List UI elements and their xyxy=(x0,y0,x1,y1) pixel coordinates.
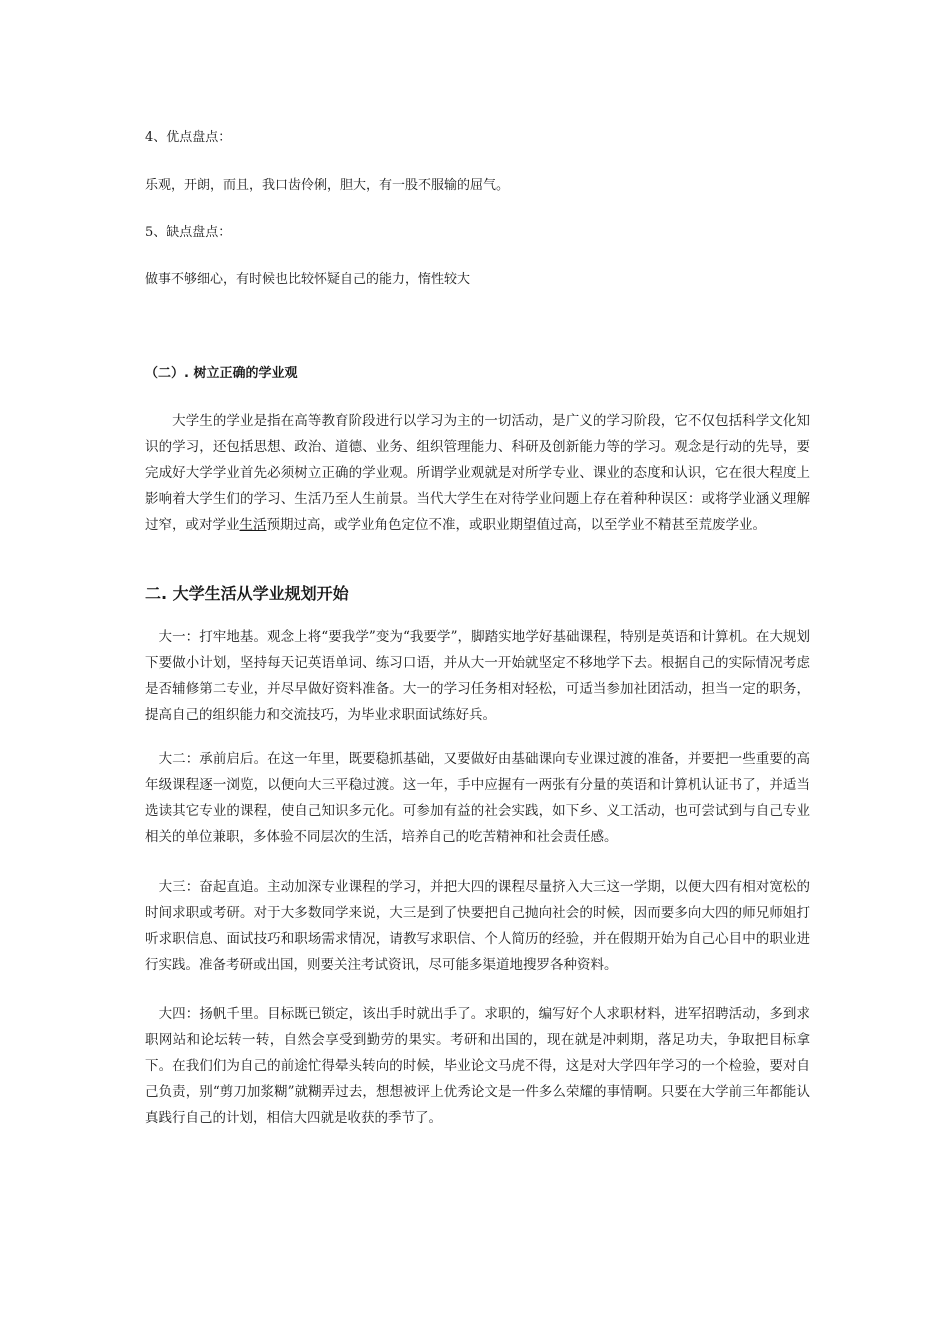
year-two-paragraph: 大二：承前启后。在这一年里，既要稳抓基础，又要做好由基础课向专业课过渡的准备，并要把一些重要的高年级课程逐一浏览，以便向大三平稳过渡。这一年，手中应握有一两张有分量的英语和计算机认证书了，并适当选读其它专业的课程，使自己知识多元化。可参加有益的社会实践，如下乡、义工活动，也可尝试到与自己专业相关的单位兼职，多体验不同层次的生活，培养自己的吃苦精神和社会责任感。 xyxy=(145,751,810,845)
paragraph-text-start: 大学生的学业是指在高等教育阶段进行以学习为主的一切活动，是广义的学习阶段，它不仅包括科学文化知识的学习，还包括思想、政治、道德、业务、组织管理能力、科研及创新能力等的学习。观念是行动的先导，要完成好大学学业首先必须树立正确的学业观。所谓学业观就是对所学专业、课业的态度和认识，它在很大程度上影响着大学生们的学习、生活乃至人生前景。当代大学生在对待学业问题上存在着种种误区：或将学业涵义理解过窄，或对学业 xyxy=(145,413,810,533)
item5-title: 5、缺点盘点： xyxy=(145,225,232,240)
learning-view-paragraph xyxy=(145,408,810,538)
life-link[interactable]: 生活 xyxy=(239,517,267,533)
section-two-heading: 二. 大学生活从学业规划开始 xyxy=(145,584,349,603)
year-one-paragraph: 大一：打牢地基。观念上将“要我学”变为“我要学”，脚踏实地学好基础课程，特别是英语和计算机。在大规划下要做小计划，坚持每天记英语单词、练习口语，并从大一开始就坚定不移地学下去。根据自己的实际情况考虑是否辅修第二专业，并尽早做好资料准备。大一的学习任务相对轻松，可适当参加社团活动，担当一定的职务，提高自己的组织能力和交流技巧，为毕业求职面试练好兵。 xyxy=(145,629,810,723)
year-four-paragraph: 大四：扬帆千里。目标既已锁定，该出手时就出手了。求职的，编写好个人求职材料，进军招聘活动，多到求职网站和论坛转一转，自然会享受到勤劳的果实。考研和出国的，现在就是冲刺期，落足功夫，争取把目标拿下。在我们们为自己的前途忙得晕头转向的时候，毕业论文马虎不得，这是对大学四年学习的一个检验，要对自己负责，别“剪刀加浆糊”就糊弄过去，想想被评上优秀论文是一件多么荣耀的事情啊。只要在大学前三年都能认真践行自己的计划，相信大四就是收获的季节了。 xyxy=(145,1006,810,1126)
subsection-heading: （二）. 树立正确的学业观 xyxy=(145,366,298,381)
item4-title: 4、优点盘点： xyxy=(145,130,232,145)
item4-text: 乐观，开朗，而且，我口齿伶俐，胆大，有一股不服输的屈气。 xyxy=(145,178,510,193)
item5-text: 做事不够细心，有时候也比较怀疑自己的能力，惰性较大 xyxy=(145,272,471,287)
paragraph-text-end: 预期过高，或学业角色定位不准，或职业期望值过高，以至学业不精甚至荒废学业。 xyxy=(266,517,766,533)
year-three-paragraph: 大三：奋起直追。主动加深专业课程的学习，并把大四的课程尽量挤入大三这一学期，以便大四有相对宽松的时间求职或考研。对于大多数同学来说，大三是到了快要把自己抛向社会的时候，因而要多向大四的师兄师姐打听求职信息、面试技巧和职场需求情况，请教写求职信、个人简历的经验，并在假期开始为自己心目中的职业进行实践。准备考研或出国，则要关注考试资讯，尽可能多渠道地搜罗各种资料。 xyxy=(145,879,810,973)
